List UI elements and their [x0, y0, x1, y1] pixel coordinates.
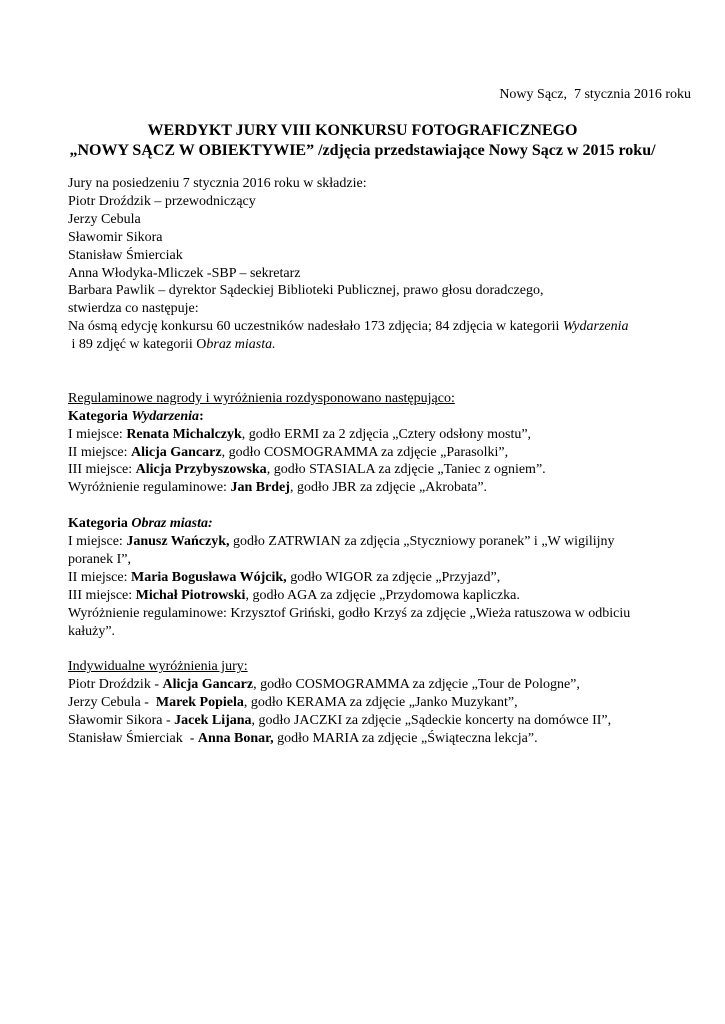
award-entry: II miejsce: Maria Bogusława Wójcik, godło WIGOR za zdjęcie „Przyjazd”,	[68, 569, 501, 585]
individual-entry: Stanisław Śmierciak - Anna Bonar, godło MARIA za zdjęcie „Świąteczna lekcja”.	[68, 731, 538, 747]
individual-entry: Piotr Droździk - Alicja Gancarz, godło COSMOGRAMMA za zdjęcie „Tour de Pologne”,	[68, 677, 580, 693]
category-name: braz miasta.	[206, 337, 276, 353]
award-entry: I miejsce: Janusz Wańczyk, godło ZATRWIAN za zdjęcia „Styczniowy poranek” i „W wigilijny	[68, 534, 615, 550]
award-entry: Wyróżnienie regulaminowe: Jan Brdej, godło JBR za zdjęcie „Akrobata”.	[68, 480, 488, 496]
jury-summary-cont: i 89 zdjęć w kategorii Obraz miasta.	[68, 337, 276, 353]
award-entry: Wyróżnienie regulaminowe: Krzysztof Griński, godło Krzyś za zdjęcie „Wieża ratuszowa w odbiciu	[68, 605, 631, 621]
individual-entry: Jerzy Cebula - Marek Popiela, godło KERAMA za zdjęcie „Janko Muzykant”,	[68, 695, 518, 711]
jury-summary: Na ósmą edycję konkursu 60 uczestników nadesłało 173 zdjęcia; 84 zdjęcia w kategorii Wydarzenia	[68, 319, 629, 335]
document-title	[0, 121, 725, 161]
individual-entry: Sławomir Sikora - Jacek Lijana, godło JACZKI za zdjęcie „Sądeckie koncerty na domówce II”,	[68, 713, 612, 729]
category-heading: Kategoria Wydarzenia:	[68, 408, 204, 424]
category-heading: Kategoria Obraz miasta:	[68, 516, 213, 532]
jury-member: Jerzy Cebula	[68, 211, 141, 227]
document-body	[68, 175, 708, 748]
jury-member: Sławomir Sikora	[68, 229, 163, 245]
jury-statement: stwierdza co następuje:	[68, 301, 199, 317]
award-entry-cont: poranek I”,	[68, 552, 131, 567]
jury-member: Stanisław Śmierciak	[68, 247, 183, 263]
award-entry: III miejsce: Michał Piotrowski, godło AGA za zdjęcie „Przydomowa kapliczka.	[68, 587, 520, 603]
title-line-2: „NOWY SĄCZ W OBIEKTYWIE” /zdjęcia przedstawiające Nowy Sącz w 2015 roku/	[69, 142, 656, 159]
award-entry: II miejsce: Alicja Gancarz, godło COSMOGRAMMA za zdjęcie „Parasolki”,	[68, 444, 509, 460]
jury-member: Barbara Pawlik – dyrektor Sądeckiej Biblioteki Publicznej, prawo głosu doradczego,	[68, 283, 544, 299]
award-entry: I miejsce: Renata Michalczyk, godło ERMI za 2 zdjęcia „Cztery odsłony mostu”,	[68, 426, 532, 442]
title-line-1: WERDYKT JURY VIII KONKURSU FOTOGRAFICZNEGO	[147, 122, 578, 139]
date-line: Nowy Sącz, 7 stycznia 2016 roku	[499, 87, 691, 102]
individual-header: Indywidualne wyróżnienia jury:	[68, 659, 248, 675]
jury-member: Piotr Droździk – przewodniczący	[68, 193, 256, 209]
award-entry: III miejsce: Alicja Przybyszowska, godło STASIALA za zdjęcie „Taniec z ogniem”.	[68, 462, 546, 478]
awards-header: Regulaminowe nagrody i wyróżnienia rozdysponowano następująco:	[68, 390, 455, 406]
jury-member: Anna Włodyka-Mliczek -SBP – sekretarz	[68, 265, 301, 281]
jury-intro: Jury na posiedzeniu 7 stycznia 2016 roku w składzie:	[68, 176, 367, 191]
category-name: Wydarzenia	[562, 319, 629, 335]
award-entry-cont: kałuży”.	[68, 623, 116, 639]
